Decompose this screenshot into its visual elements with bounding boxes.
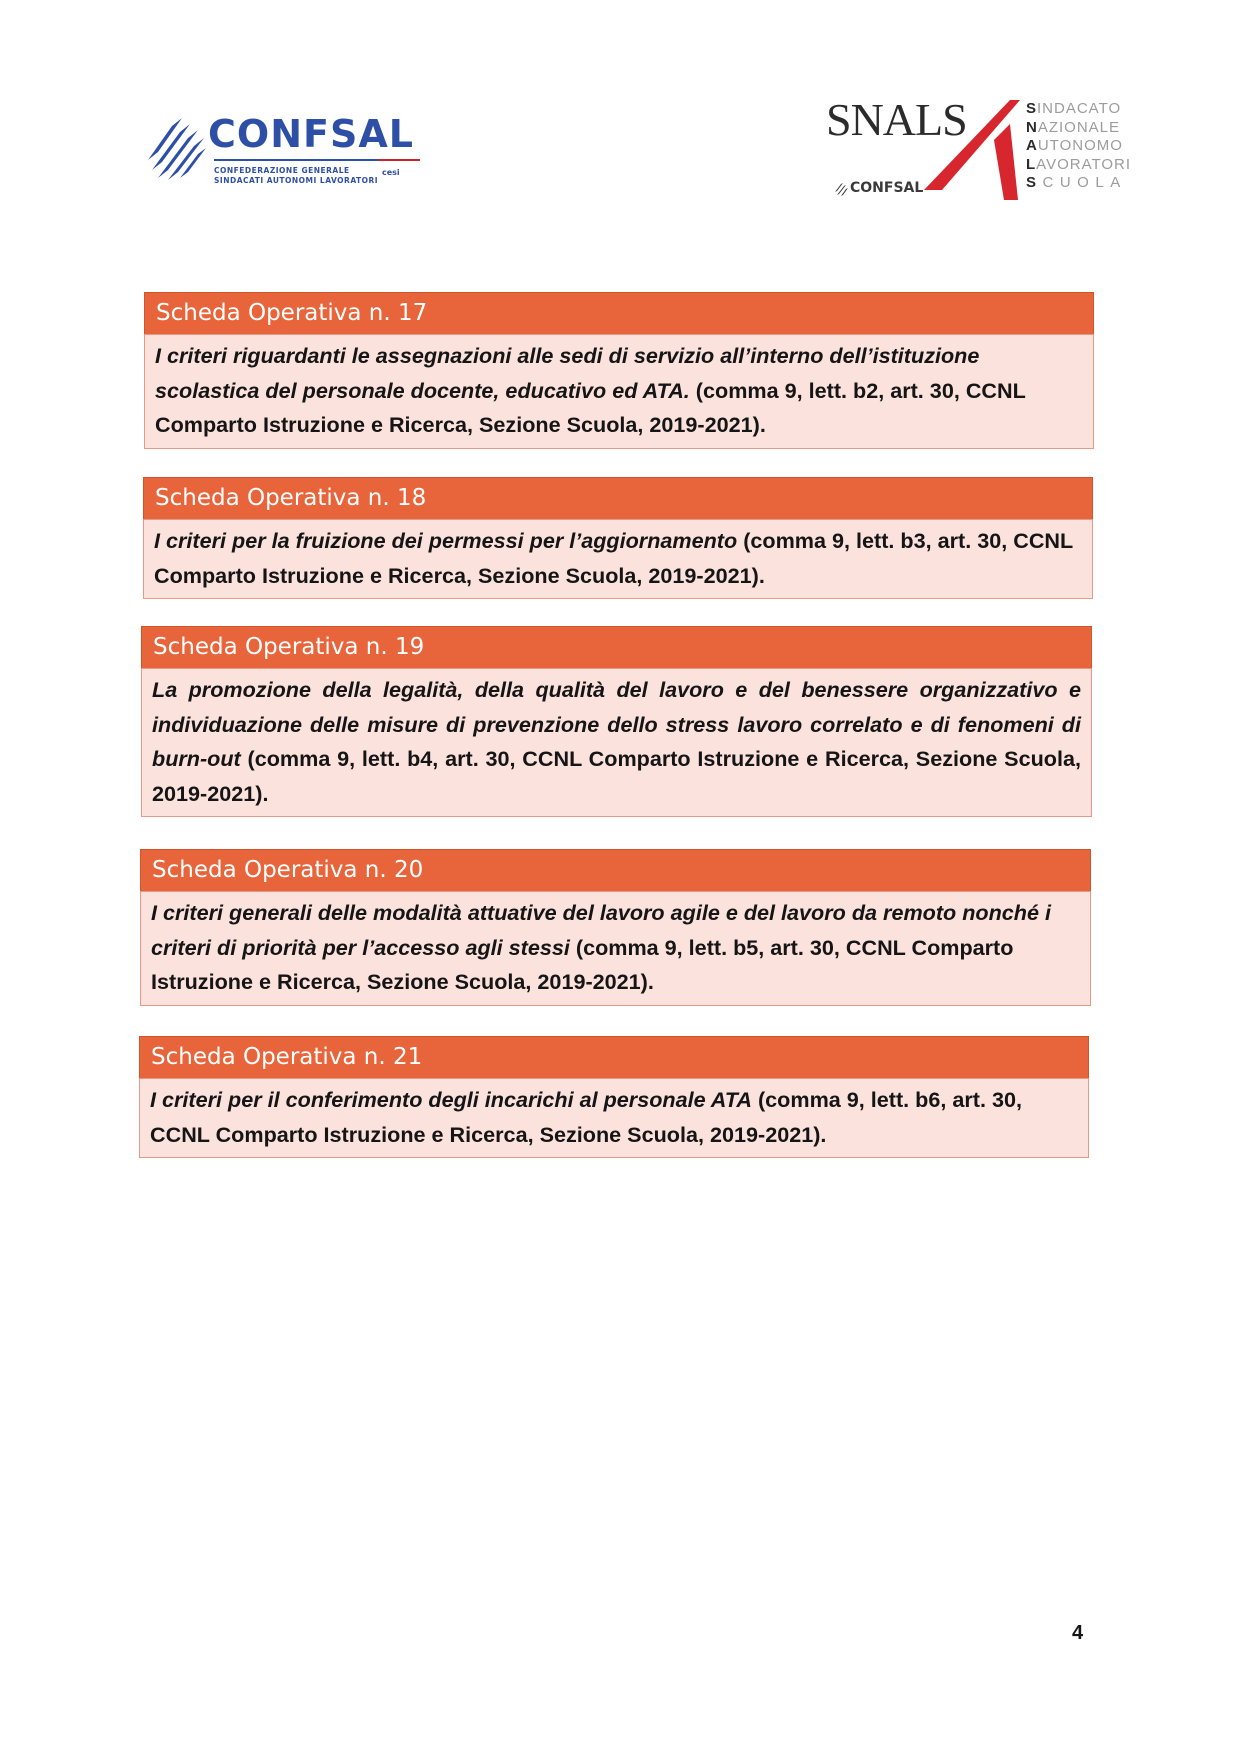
scheda-title: Scheda Operativa n. 21 [139,1036,1089,1078]
snals-line: AUTONOMO [1026,137,1123,154]
snals-acronym-lines [1026,100,1131,193]
snals-line: SCUOLA [1026,174,1127,191]
scheda-card-17 [144,292,1094,449]
cesi-mark: cesi [382,168,400,177]
scheda-lead: I criteri riguardanti le assegnazioni alle sedi di servizio all’interno dell’istituzione scolastica del personale docente, educativo ed ATA. [155,343,980,403]
snals-logo [820,90,1150,210]
scheda-lead: I criteri generali delle modalità attuative del lavoro agile e del lavoro da remoto nonché i criteri di priorità per l’accesso agli stessi [151,900,1051,960]
scheda-card-21 [139,1036,1089,1158]
scheda-card-18 [143,477,1093,599]
scheda-body [141,668,1092,817]
scheda-reference: (comma 9, lett. b3, art. 30, CCNL Comparto Istruzione e Ricerca, Sezione Scuola, 2019-2021). [154,528,1073,588]
scheda-reference: (comma 9, lett. b6, art. 30, CCNL Comparto Istruzione e Ricerca, Sezione Scuola, 2019-2021). [150,1087,1023,1147]
scheda-title: Scheda Operativa n. 17 [144,292,1094,334]
scheda-body [144,334,1094,449]
confsal-subtitle-line2: SINDACATI AUTONOMI LAVORATORI [214,176,379,185]
page-number: 4 [1072,1622,1084,1644]
scheda-reference: (comma 9, lett. b4, art. 30, CCNL Comparto Istruzione e Ricerca, Sezione Scuola, 2019-2021). [152,746,1081,806]
snals-confsal-mark: CONFSAL [850,180,924,196]
scheda-title: Scheda Operativa n. 18 [143,477,1093,519]
scheda-reference: (comma 9, lett. b2, art. 30, CCNL Comparto Istruzione e Ricerca, Sezione Scuola, 2019-2021). [155,377,1026,437]
scheda-title: Scheda Operativa n. 20 [140,849,1091,891]
confsal-rule-accent [378,159,420,161]
confsal-wordmark: CONFSAL [208,112,414,156]
scheda-title: Scheda Operativa n. 19 [141,626,1092,668]
snals-line: NAZIONALE [1026,118,1121,136]
scheda-lead: I criteri per il conferimento degli incarichi al personale ATA [150,1087,752,1112]
scheda-body [139,1078,1089,1158]
confsal-stripes-small-icon [834,182,848,196]
scheda-card-20 [140,849,1091,1006]
confsal-subtitle-line1: CONFEDERAZIONE GENERALE [214,166,350,175]
snals-line: LAVORATORI [1026,155,1132,173]
snals-line: SINDACATO [1026,100,1122,117]
scheda-body [140,891,1091,1006]
scheda-card-19 [141,626,1092,817]
snals-wordmark: SNALS [826,94,967,145]
scheda-reference: (comma 9, lett. b5, art. 30, CCNL Comparto Istruzione e Ricerca, Sezione Scuola, 2019-2021). [151,934,1014,994]
scheda-lead: I criteri per la fruizione dei permessi per l’aggiornamento [154,528,738,553]
scheda-lead: La promozione della legalità, della qualità del lavoro e del benessere organizzativo e individuazione delle misure di prevenzione dello stress lavoro correlato e di fenomeni di burn-out [152,677,1081,771]
scheda-body [143,519,1093,599]
confsal-stripes-icon [142,112,208,182]
confsal-logo [142,110,424,192]
